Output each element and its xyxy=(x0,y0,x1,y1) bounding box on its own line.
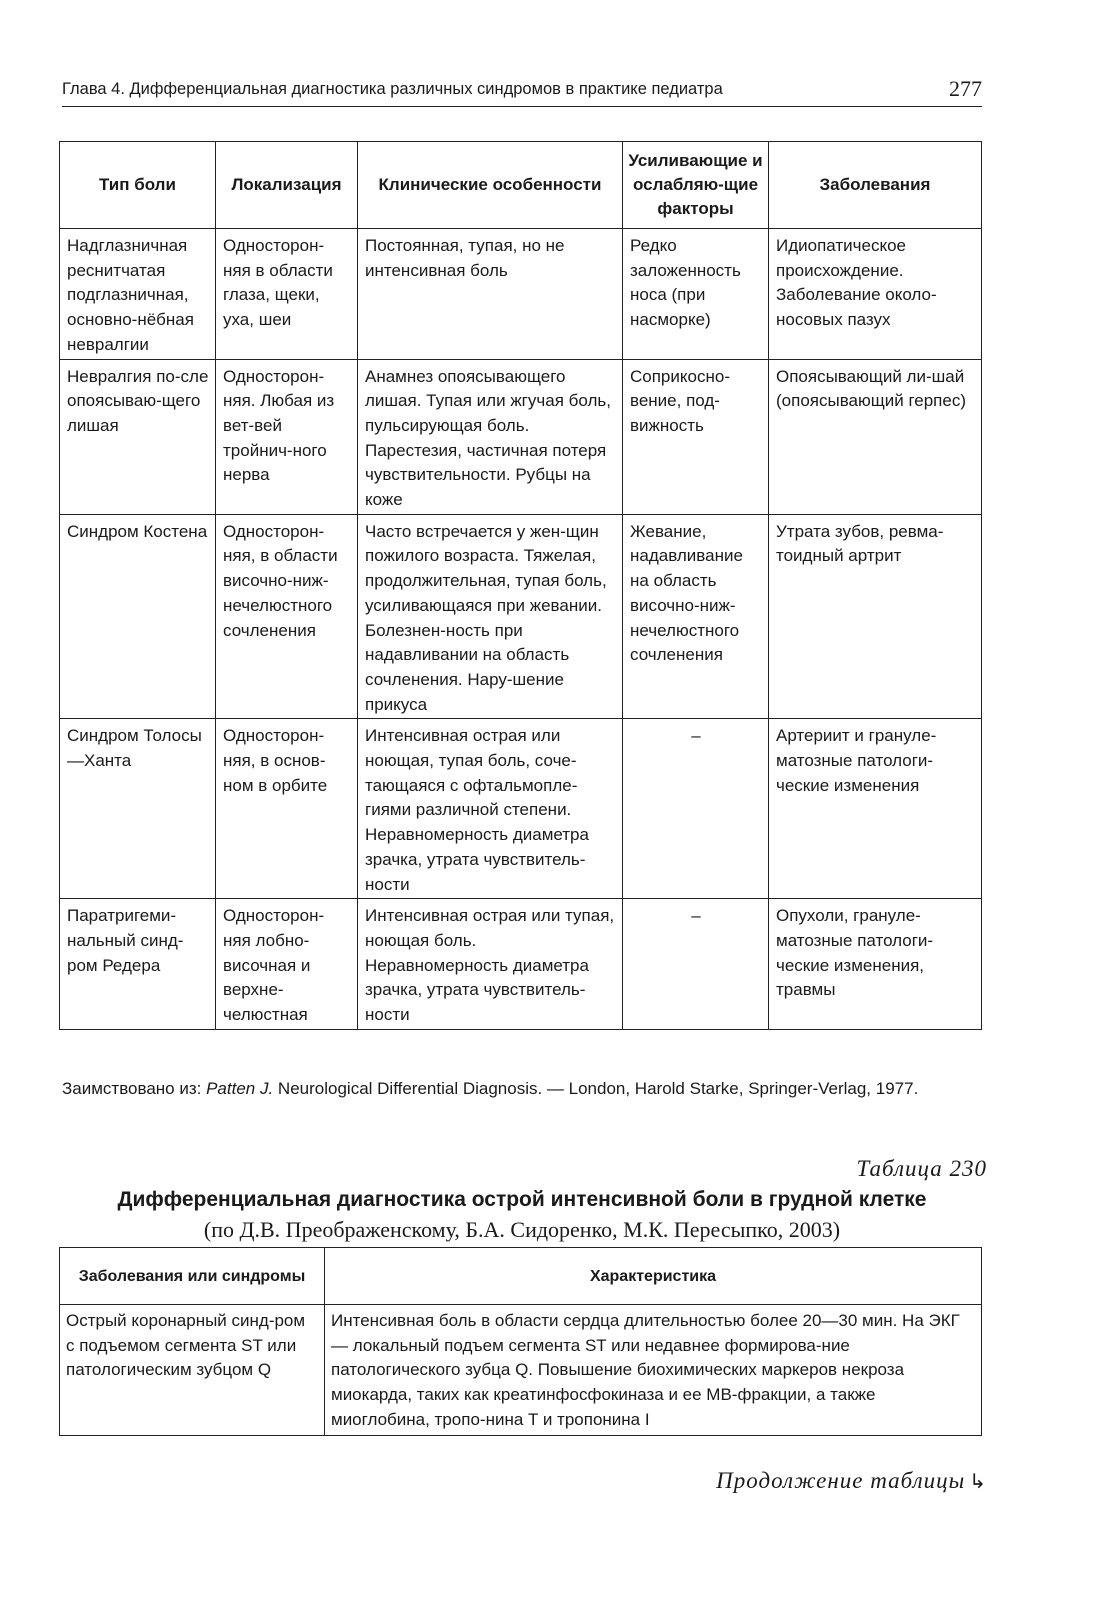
source-citation: Neurological Differential Diagnosis. — London, Harold Starke, Springer-Verlag, 1977. xyxy=(273,1079,919,1098)
table-cell: Артериит и грануле-матозные патологи-ческие изменения xyxy=(769,719,982,899)
table-row xyxy=(60,719,982,899)
column-header: Локализация xyxy=(216,142,358,229)
table-cell: Соприкосно-вение, под-вижность xyxy=(623,359,769,514)
table-cell: Постоянная, тупая, но не интенсивная боль xyxy=(358,229,623,360)
column-header: Заболевания или синдромы xyxy=(60,1248,325,1305)
table-cell: Острый коронарный синд-ром с подъемом сегмента ST или патологическим зубцом Q xyxy=(60,1305,325,1436)
running-header xyxy=(62,76,982,107)
pain-types-table xyxy=(59,141,982,1030)
source-prefix: Заимствовано из: xyxy=(62,1079,207,1098)
table-cell: Утрата зубов, ревма-тоидный артрит xyxy=(769,514,982,719)
table-cell: – xyxy=(623,719,769,899)
table-cell: Односторон-няя в области глаза, щеки, уха, шеи xyxy=(216,229,358,360)
continuation-note xyxy=(716,1468,987,1494)
table-cell: Односторон-няя. Любая из вет-вей тройнич-ного нерва xyxy=(216,359,358,514)
table-cell: Синдром Костена xyxy=(60,514,216,719)
column-header: Клинические особенности xyxy=(358,142,623,229)
table-cell: Редко заложенность носа (при насморке) xyxy=(623,229,769,360)
source-note xyxy=(62,1076,982,1101)
column-header: Усиливающие и ослабляю-щие факторы xyxy=(623,142,769,229)
source-author: Patten J. xyxy=(206,1079,274,1098)
table-cell: Интенсивная острая или ноющая, тупая боль, соче-тающаяся с офтальмопле-гиями различной степени. Неравномерность диаметра зрачка, утрата чувствитель-ности xyxy=(358,719,623,899)
table-cell: Невралгия по-сле опоясываю-щего лишая xyxy=(60,359,216,514)
column-header: Тип боли xyxy=(60,142,216,229)
table-cell: – xyxy=(623,899,769,1030)
table-cell: Идиопатическое происхождение. Заболевание около-носовых пазух xyxy=(769,229,982,360)
table-title: Дифференциальная диагностика острой интенсивной боли в грудной клетке xyxy=(117,1188,927,1211)
continuation-label: Продолжение таблицы xyxy=(716,1468,966,1493)
table-subtitle: (по Д.В. Преображенскому, Б.А. Сидоренко, М.К. Пересыпко, 2003) xyxy=(203,1217,841,1242)
table-cell: Паратригеми-нальный синд-ром Редера xyxy=(60,899,216,1030)
table-cell: Часто встречается у жен-щин пожилого возраста. Тяжелая, продолжительная, тупая боль, усиливающаяся при жевании. Болезнен-ность при надавливании на область сочленения. Нару-шение прикуса xyxy=(358,514,623,719)
table-cell: Опухоли, грануле-матозные патологи-ческие изменения, травмы xyxy=(769,899,982,1030)
page-number: 277 xyxy=(949,76,982,101)
table-row xyxy=(60,1305,982,1436)
table-cell: Интенсивная боль в области сердца длительностью более 20—30 мин. На ЭКГ — локальный подъем сегмента ST или недавнее формирова-ние патологического зубца Q. Повышение биохимических маркеров некроза миокарда, таких как креатинфосфокиназа и ее MB-фракции, а также миоглобина, тропо-нина T и тропонина I xyxy=(325,1305,982,1436)
table-cell: Односторон-няя, в области височно-ниж-нечелюстного сочленения xyxy=(216,514,358,719)
table-row xyxy=(60,229,982,360)
table-cell: Интенсивная острая или тупая, ноющая боль. Неравномерность диаметра зрачка, утрата чувствитель-ности xyxy=(358,899,623,1030)
table-cell: Односторон-няя, в основ-ном в орбите xyxy=(216,719,358,899)
chapter-title: Глава 4. Дифференциальная диагностика различных синдромов в практике педиатра xyxy=(62,80,723,98)
table-row xyxy=(60,514,982,719)
table-cell: Жевание, надавливание на область височно-ниж-нечелюстного сочленения xyxy=(623,514,769,719)
table-row xyxy=(60,359,982,514)
table-cell: Синдром Толосы—Ханта xyxy=(60,719,216,899)
chest-pain-table xyxy=(59,1247,982,1436)
table-number: Таблица 230 xyxy=(856,1156,987,1181)
turn-arrow-icon: ↳ xyxy=(969,1471,987,1493)
table-header-row xyxy=(60,142,982,229)
table-cell: Опоясывающий ли-шай (опоясывающий герпес) xyxy=(769,359,982,514)
table-cell: Надглазничная реснитчатая подглазничная, основно-нёбная невралгии xyxy=(60,229,216,360)
table-cell: Анамнез опоясывающего лишая. Тупая или жгучая боль, пульсирующая боль. Парестезия, частичная потеря чувствительности. Рубцы на коже xyxy=(358,359,623,514)
table-header-row xyxy=(60,1248,982,1305)
table-row xyxy=(60,899,982,1030)
table-cell: Односторон-няя лобно-височная и верхне-челюстная xyxy=(216,899,358,1030)
column-header: Характеристика xyxy=(325,1248,982,1305)
column-header: Заболевания xyxy=(769,142,982,229)
